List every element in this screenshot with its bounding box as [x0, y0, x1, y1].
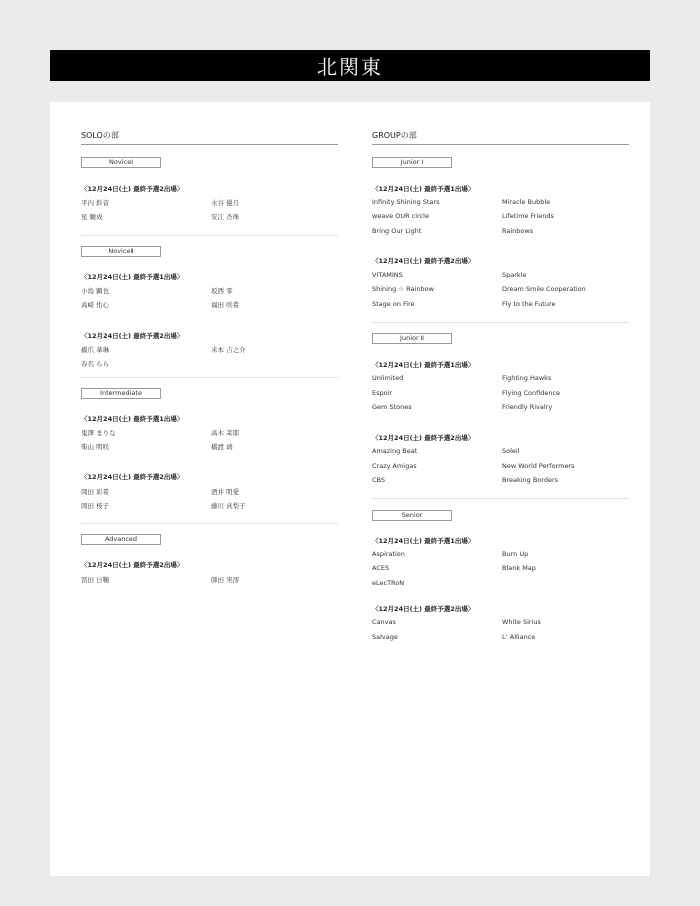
entry-name: 高崎 佑心: [81, 301, 110, 309]
entry-name: eLecTRoN: [372, 579, 405, 587]
entry-name: ACES: [372, 564, 390, 572]
category-divider: [81, 235, 338, 236]
entry-name: Rainbows: [502, 227, 534, 235]
entry-name: Gem Stones: [372, 403, 412, 411]
entry-name: 高木 茉耶: [211, 429, 240, 437]
entry-name: 星 駿成: [81, 213, 103, 221]
entry-name: 師田 実澪: [211, 576, 240, 584]
round-heading: 〈12月24日(土) 最終予選2出場〉: [81, 561, 184, 569]
entry-name: 冨田 日鞠: [81, 576, 110, 584]
entry-name: Soleil: [502, 447, 520, 455]
solo-section-title: SOLOの部: [81, 130, 338, 145]
category-label: NoviceⅠ: [81, 157, 161, 168]
round-heading: 〈12月24日(土) 最終予選2出場〉: [81, 332, 184, 340]
entry-name: 鬼澤 まりな: [81, 429, 116, 437]
entry-name: 安江 杏珠: [211, 213, 240, 221]
entry-name: Crazy Amigas: [372, 462, 417, 470]
entry-name: Burn Up: [502, 550, 529, 558]
entry-name: Amazing Beat: [372, 447, 418, 455]
round-heading: 〈12月24日(土) 最終予選2出場〉: [81, 185, 184, 193]
entry-name: Fighting Hawks: [502, 374, 552, 382]
entry-name: Shining ☆ Rainbow: [372, 285, 434, 293]
entry-name: Lifetime Friends: [502, 212, 554, 220]
entry-name: Breaking Borders: [502, 476, 559, 484]
entry-name: Unlimited: [372, 374, 404, 382]
results-card: [50, 102, 650, 876]
entry-name: 水谷 優月: [211, 199, 240, 207]
entry-name: Stage on Fire: [372, 300, 415, 308]
round-heading: 〈12月24日(土) 最終予選2出場〉: [372, 605, 475, 613]
entry-name: Aspiration: [372, 550, 405, 558]
category-label: Senior: [372, 510, 452, 521]
entry-name: 春名 らら: [81, 360, 110, 368]
round-heading: 〈12月24日(土) 最終予選1出場〉: [81, 415, 184, 423]
entry-name: 小島 顕也: [81, 287, 110, 295]
category-label: Advanced: [81, 534, 161, 545]
entry-name: Blank Map: [502, 564, 536, 572]
entry-name: Sparkle: [502, 271, 527, 279]
round-heading: 〈12月24日(土) 最終予選1出場〉: [372, 361, 475, 369]
entry-name: White Sirius: [502, 618, 541, 626]
entry-name: Salvage: [372, 633, 398, 641]
category-label: Junior Ⅰ: [372, 157, 452, 168]
round-heading: 〈12月24日(土) 最終予選1出場〉: [372, 185, 475, 193]
entry-name: Espoir: [372, 389, 393, 397]
entry-name: Canvas: [372, 618, 396, 626]
entry-name: Dream Smile Cooperation: [502, 285, 586, 293]
round-heading: 〈12月24日(土) 最終予選1出場〉: [372, 537, 475, 545]
category-divider: [81, 377, 338, 378]
region-banner: [50, 50, 650, 81]
entry-name: 藤川 真梨子: [211, 502, 246, 510]
entry-name: Bring Our Light: [372, 227, 422, 235]
category-divider: [372, 322, 629, 323]
entry-name: Fly to the Future: [502, 300, 556, 308]
entry-name: Miracle Bubble: [502, 198, 551, 206]
entry-name: Infinity Shining Stars: [372, 198, 440, 206]
entry-name: 福田 咲希: [211, 301, 240, 309]
category-divider: [372, 498, 629, 499]
round-heading: 〈12月24日(土) 最終予選1出場〉: [81, 273, 184, 281]
entry-name: 米本 吉之介: [211, 346, 246, 354]
entry-name: 坂西 零: [211, 287, 233, 295]
entry-name: 酒井 明愛: [211, 488, 240, 496]
entry-name: CBS: [372, 476, 386, 484]
entry-name: 岡田 桜子: [81, 502, 110, 510]
entry-name: Flying Confidence: [502, 389, 561, 397]
entry-name: 柴山 明咲: [81, 443, 110, 451]
entry-name: L’ Alliance: [502, 633, 536, 641]
category-label: Intermediate: [81, 388, 161, 399]
entry-name: 橋爪 華琳: [81, 346, 110, 354]
entry-name: VITAMINS: [372, 271, 403, 279]
entry-name: Friendly Rivalry: [502, 403, 553, 411]
entry-name: 岡田 彩希: [81, 488, 110, 496]
round-heading: 〈12月24日(土) 最終予選2出場〉: [372, 257, 475, 265]
entry-name: New World Performers: [502, 462, 575, 470]
round-heading: 〈12月24日(土) 最終予選2出場〉: [372, 434, 475, 442]
entry-name: 平内 鈴音: [81, 199, 110, 207]
category-label: Junior Ⅱ: [372, 333, 452, 344]
entry-name: 橋渡 璃: [211, 443, 233, 451]
category-divider: [81, 523, 338, 524]
category-label: NoviceⅡ: [81, 246, 161, 257]
group-section-title: GROUPの部: [372, 130, 629, 145]
round-heading: 〈12月24日(土) 最終予選2出場〉: [81, 473, 184, 481]
region-title: 北関東: [317, 55, 383, 79]
entry-name: weave OUR circle: [372, 212, 429, 220]
